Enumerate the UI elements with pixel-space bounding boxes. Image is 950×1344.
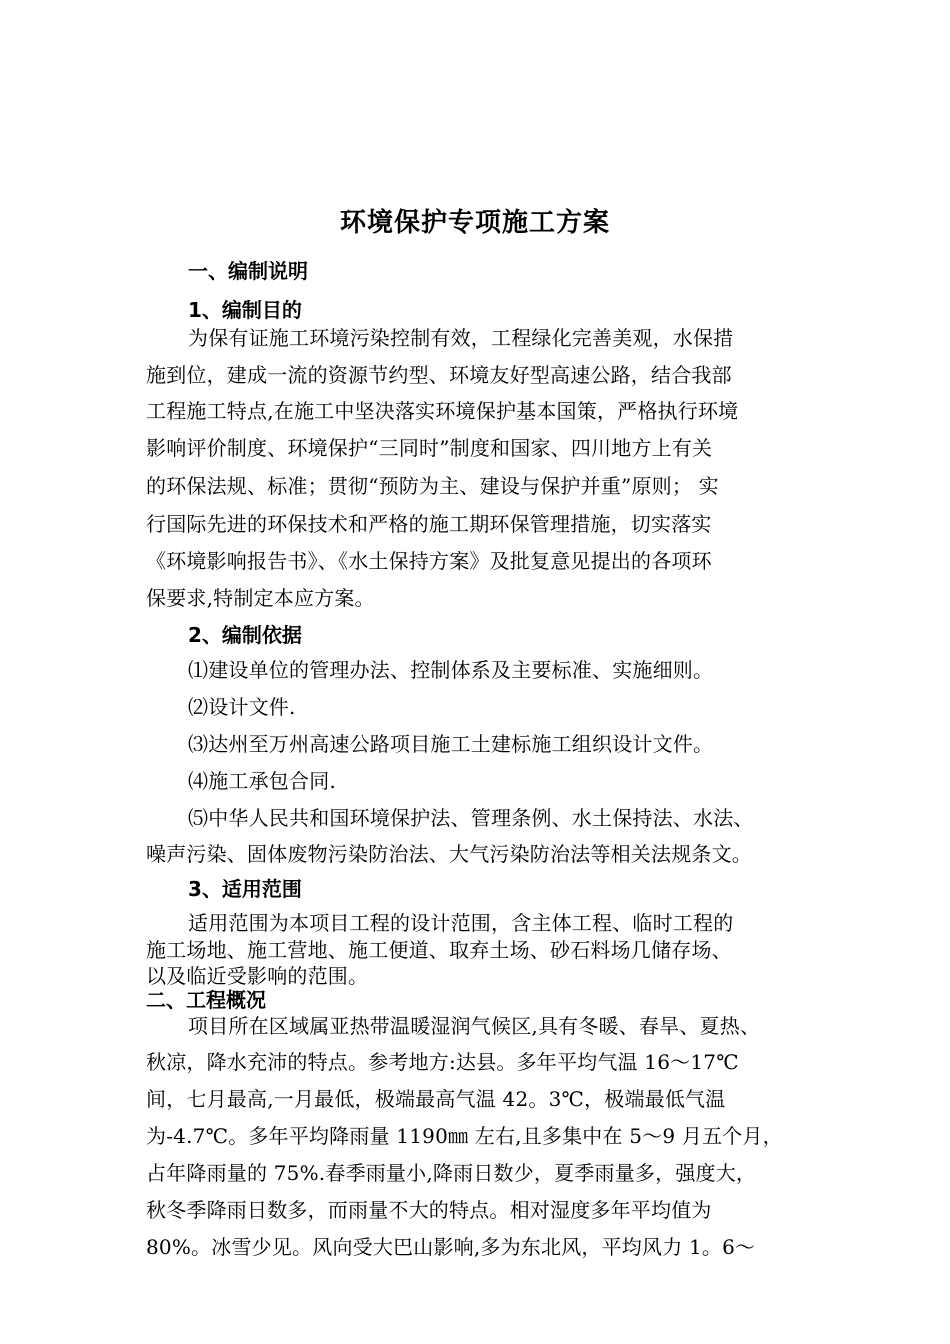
paragraph-line: 适用范围为本项目工程的设计范围，含主体工程、临时工程的: [188, 911, 734, 935]
paragraph-line: 以及临近受影响的范围。: [146, 964, 369, 988]
list-item: ⑸中华人民共和国环境保护法、管理条例、水土保持法、水法、: [188, 806, 754, 830]
paragraph-line: 施到位，建成一流的资源节约型、环境友好型高速公路，结合我部: [146, 363, 732, 387]
paragraph-line: 秋冬季降雨日数多，而雨量不大的特点。相对湿度多年平均值为: [146, 1198, 712, 1222]
list-item: ⑴建设单位的管理办法、控制体系及主要标准、实施细则。: [188, 658, 714, 682]
subsection-heading-scope: 3、适用范围: [188, 877, 302, 901]
paragraph-line: 秋凉，降水充沛的特点。参考地方:达县。多年平均气温 16～17℃: [146, 1050, 739, 1074]
paragraph-line: 《环境影响报告书》、《水土保持方案》及批复意见提出的各项环: [146, 549, 712, 573]
document-title: 环境保护专项施工方案: [339, 208, 610, 238]
subsection-heading-purpose: 1、编制目的: [188, 298, 302, 322]
paragraph-line: 间，七月最高,一月最低，极端最高气温 42。3℃，极端最低气温: [146, 1087, 726, 1111]
section-heading-compilation-notes: 一、编制说明: [188, 259, 308, 283]
paragraph-line: 项目所在区域属亚热带温暖湿润气候区,具有冬暖、春旱、夏热、: [188, 1014, 761, 1038]
list-item: 噪声污染、固体废物污染防治法、大气污染防治法等相关法规条文。: [146, 842, 752, 866]
paragraph-line: 工程施工特点,在施工中坚决落实环境保护基本国策，严格执行环境: [146, 399, 739, 423]
list-item: ⑵设计文件.: [188, 695, 296, 719]
subsection-heading-basis: 2、编制依据: [188, 623, 302, 647]
paragraph-line: 保要求,特制定本应方案。: [146, 586, 375, 610]
paragraph-line: 施工场地、施工营地、施工便道、取弃土场、砂石料场几储存场、: [146, 938, 732, 962]
paragraph-line: 80%。冰雪少见。风向受大巴山影响,多为东北风，平均风力 1。6～: [146, 1235, 756, 1259]
paragraph-line: 行国际先进的环保技术和严格的施工期环保管理措施，切实落实: [146, 512, 712, 536]
paragraph-line: 影响评价制度、环境保护“三同时”制度和国家、四川地方上有关: [146, 436, 713, 460]
paragraph-line: 为保有证施工环境污染控制有效，工程绿化完善美观，水保措: [188, 326, 734, 350]
list-item: ⑷施工承包合同.: [188, 769, 336, 793]
paragraph-line: 的环保法规、标准；贯彻“预防为主、建设与保护并重”原则； 实: [146, 474, 719, 498]
paragraph-line: 为-4.7℃。多年平均降雨量 1190㎜ 左右,且多集中在 5～9 月五个月，: [146, 1124, 783, 1148]
list-item: ⑶达州至万州高速公路项目施工土建标施工组织设计文件。: [188, 732, 714, 756]
section-heading-project-overview: 二、工程概况: [146, 988, 266, 1012]
paragraph-line: 占年降雨量的 75%.春季雨量小,降雨日数少，夏季雨量多，强度大，: [146, 1161, 757, 1185]
